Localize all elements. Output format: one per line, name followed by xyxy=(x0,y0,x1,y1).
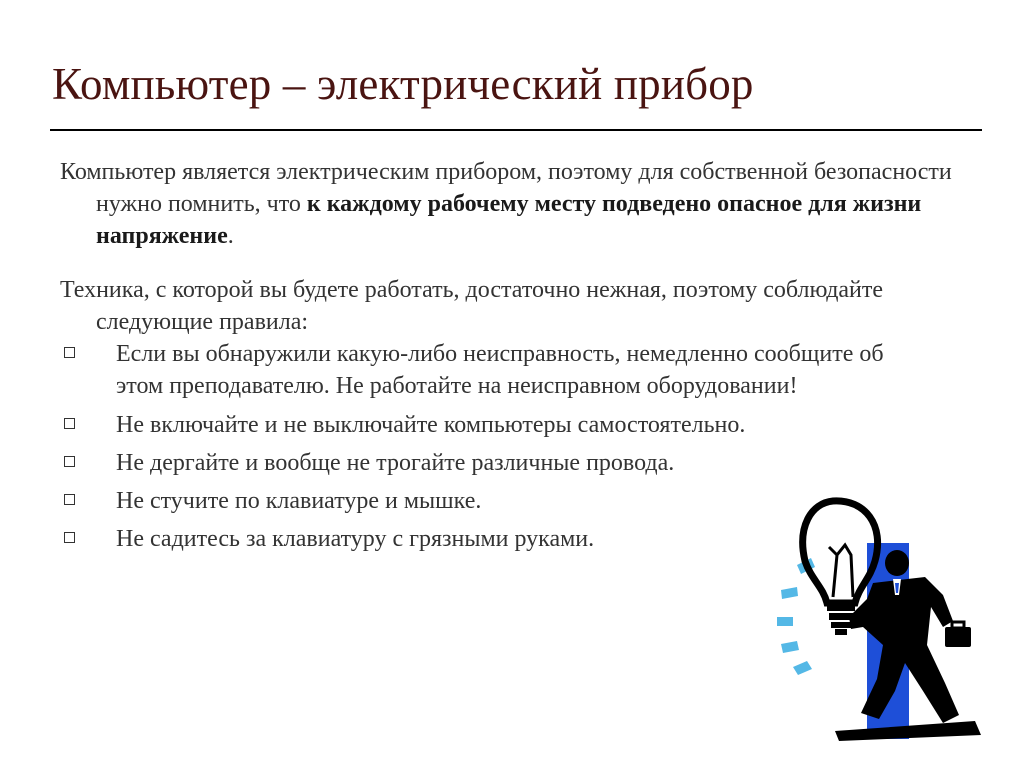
list-item xyxy=(60,409,920,441)
list-item xyxy=(60,447,920,479)
paragraph-safety-text: Компьютер является электрическим прибором, поэтому для собственной безопасности нужно помнить, что xyxy=(60,159,952,217)
list-item xyxy=(60,338,920,402)
list-item-text: Не дергайте и вообще не трогайте различные провода. xyxy=(116,450,675,476)
title-divider xyxy=(50,129,982,131)
paragraph-safety-end: . xyxy=(227,223,234,249)
square-bullet-icon xyxy=(64,494,75,505)
square-bullet-icon xyxy=(64,532,75,543)
list-item-text: Если вы обнаружили какую-либо неисправность, немедленно сообщите об этом преподавателю. Не работайте на неисправном оборудовании! xyxy=(116,341,884,399)
list-item-text: Не стучите по клавиатуре и мышке. xyxy=(116,488,482,514)
paragraph-rules-intro: Техника, с которой вы будете работать, достаточно нежная, поэтому соблюдайте следующие правила: xyxy=(60,277,884,335)
square-bullet-icon xyxy=(64,456,75,467)
list-item-text: Не включайте и не выключайте компьютеры самостоятельно. xyxy=(116,412,746,438)
square-bullet-icon xyxy=(64,347,75,358)
list-item-text: Не садитесь за клавиатуру с грязными руками. xyxy=(116,526,595,552)
paragraph-safety-bold: к каждому рабочему месту подведено опасное для жизни напряжение xyxy=(96,191,922,249)
square-bullet-icon xyxy=(64,418,75,429)
paragraph-safety xyxy=(60,156,976,252)
businessman-lightbulb-icon xyxy=(775,495,985,745)
slide-title: Компьютер – электрический прибор xyxy=(52,59,754,109)
